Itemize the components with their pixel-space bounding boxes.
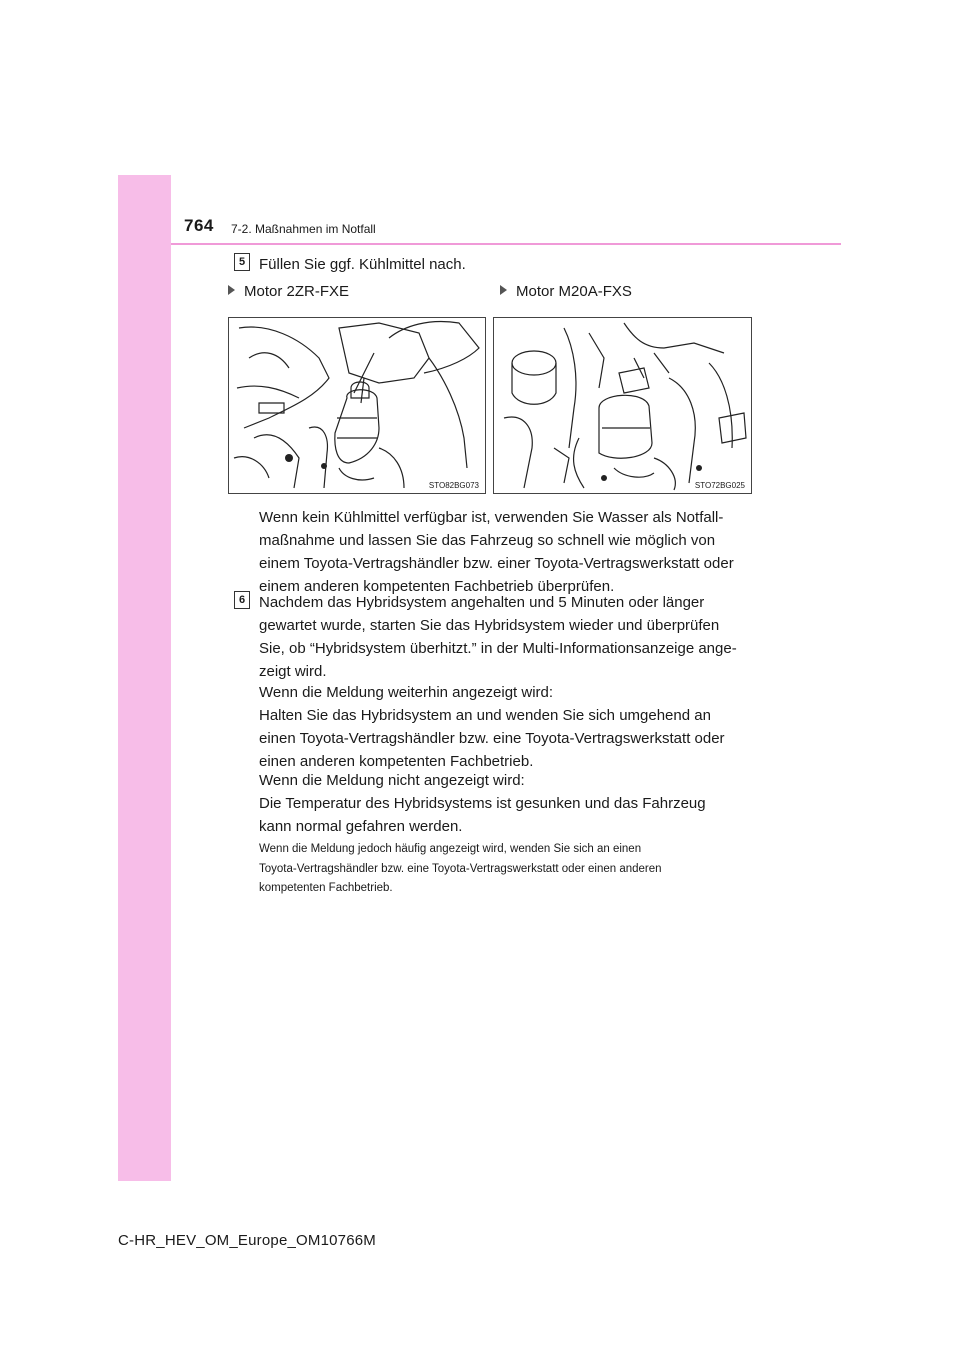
- variant-label-2zr: Motor 2ZR-FXE: [228, 283, 349, 300]
- case-message-shown: Wenn die Meldung weiterhin angezeigt wird: Halten Sie das Hybridsystem an und wenden Sie sich umgehend an einen Toyota-Vertragshändler bzw. eine Toyota-Vertragswerkstatt oder einen anderen kompetenten Fachbetrieb.: [259, 684, 725, 770]
- header-rule: [171, 243, 841, 245]
- figure-engine-m20a-fxs: [493, 317, 752, 494]
- case-message-not-shown: Wenn die Meldung nicht angezeigt wird: Die Temperatur des Hybridsystems ist gesunken und das Fahrzeug kann normal gefahren werden.: [259, 772, 706, 835]
- step-number-6: 6: [234, 591, 250, 609]
- chapter-side-band: [118, 175, 171, 1181]
- coolant-refill-illustration-m20a: [494, 318, 751, 493]
- triangle-bullet-icon: [228, 285, 235, 295]
- page-number: 764: [184, 216, 214, 235]
- figure-code: STO82BG073: [428, 481, 479, 490]
- step-number-5: 5: [234, 253, 250, 271]
- triangle-bullet-icon: [500, 285, 507, 295]
- variant-label-m20a: Motor M20A-FXS: [500, 283, 632, 300]
- step-6-text: Nachdem das Hybridsystem angehalten und 5 Minuten oder länger gewartet wurde, starten Sie das Hybridsystem wieder und überprüfen Sie, ob “Hybridsystem überhitzt.” in der Multi-Informationsanzeige ange- zeigt wird.: [259, 594, 737, 680]
- section-title: 7-2. Maßnahmen im Notfall: [231, 222, 376, 236]
- coolant-refill-illustration-2zr: [229, 318, 485, 493]
- step-5-note: Wenn kein Kühlmittel verfügbar ist, verwenden Sie Wasser als Notfall- maßnahme und lassen Sie das Fahrzeug so schnell wie möglich von einem Toyota-Vertragshändler bzw. einer Toyota-Vertragswerkstatt oder einem anderen kompetenten Fachbetrieb überprüfen.: [259, 509, 734, 595]
- figure-code: STO72BG025: [694, 481, 745, 490]
- step-5-text: Füllen Sie ggf. Kühlmittel nach.: [259, 256, 466, 273]
- small-note: Wenn die Meldung jedoch häufig angezeigt wird, wenden Sie sich an einen Toyota-Vertragshändler bzw. eine Toyota-Vertragswerkstatt oder einen anderen kompetenten Fachbetrieb.: [259, 843, 662, 894]
- figure-engine-2zr-fxe: [228, 317, 486, 494]
- document-code: C-HR_HEV_OM_Europe_OM10766M: [118, 1232, 377, 1249]
